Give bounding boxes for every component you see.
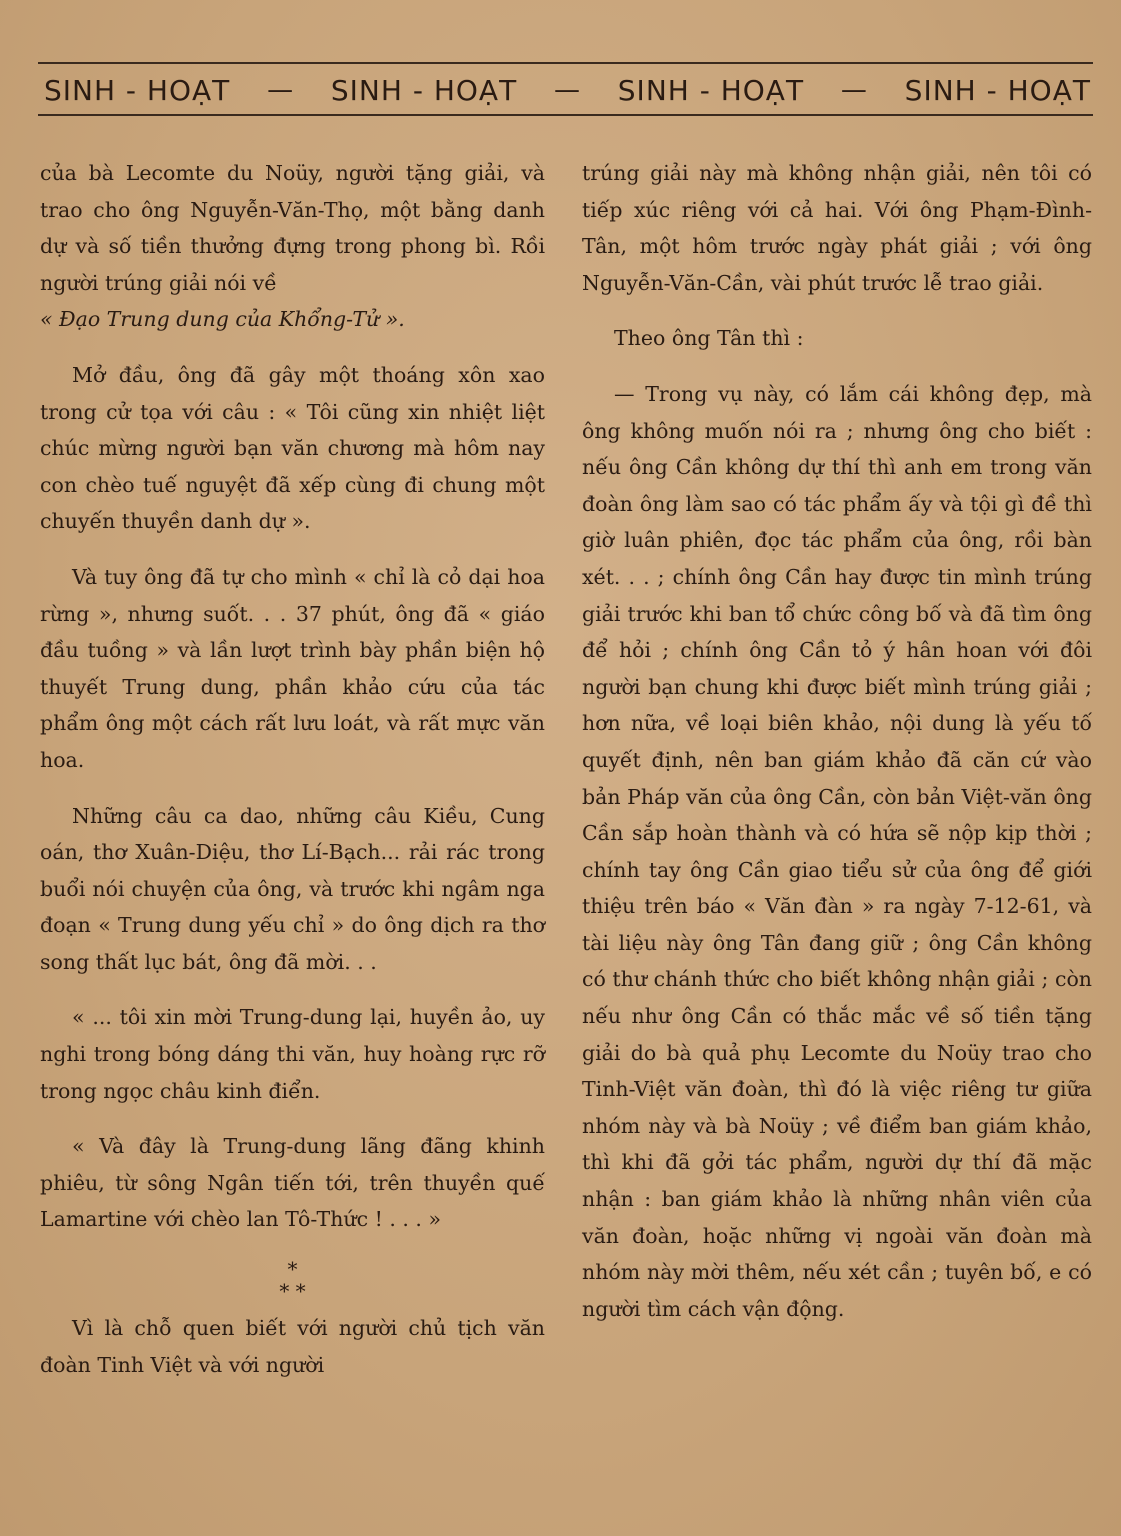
right-paragraph-1: trúng giải này mà không nhận giải, nên tôi có tiếp xúc riêng với cả hai. Với ông Phạm-Đình-Tân, một hôm trước ngày phát giải ; với ông Nguyễn-Văn-Cần, vài phút trước lễ trao giải. <box>582 161 1092 295</box>
header-item-3: SINH - HOẠT <box>617 73 805 107</box>
left-paragraph-7: Vì là chỗ quen biết với người chủ tịch văn đoàn Tinh Việt và với người <box>40 1316 545 1377</box>
stars-top: * <box>287 1257 298 1282</box>
header-separator-1: — <box>267 75 295 105</box>
stars-bottom: * * <box>279 1279 306 1304</box>
left-column <box>40 155 545 1402</box>
left-paragraph-1-italic: « Đạo Trung dung của Khổng-Tử ». <box>40 307 405 332</box>
running-header <box>44 70 1091 110</box>
section-break-stars <box>40 1258 545 1302</box>
header-item-2: SINH - HOẠT <box>330 73 518 107</box>
left-paragraph-6: « Và đây là Trung-dung lãng đãng khinh phiêu, từ sông Ngân tiến tới, trên thuyền quế Lamartine với chèo lan Tô-Thức ! . . . » <box>40 1134 545 1232</box>
header-top-rule <box>38 62 1093 64</box>
header-item-1: SINH - HOẠT <box>44 73 231 107</box>
left-paragraph-4: Những câu ca dao, những câu Kiều, Cung oán, thơ Xuân-Diệu, thơ Lí-Bạch... rải rác trong buổi nói chuyện của ông, và trước khi ngâm nga đoạn « Trung dung yếu chỉ » do ông dịch ra thơ song thất lục bát, ông đã mời. . . <box>40 803 545 974</box>
left-paragraph-1-text: của bà Lecomte du Noüy, người tặng giải, và trao cho ông Nguyễn-Văn-Thọ, một bằng danh dự và số tiền thưởng đựng trong phong bì. Rồi người trúng giải nói về <box>40 161 545 295</box>
header-item-4: SINH - HOẠT <box>904 73 1091 107</box>
left-paragraph-2: Mở đầu, ông đã gây một thoáng xôn xao trong cử tọa với câu : « Tôi cũng xin nhiệt liệt chúc mừng người bạn văn chương mà hôm nay con chèo tuế nguyệt đã xếp cùng đi chung một chuyến thuyền danh dự ». <box>40 362 545 534</box>
header-separator-2: — <box>553 75 581 105</box>
left-paragraph-3: Và tuy ông đã tự cho mình « chỉ là cỏ dại hoa rừng », nhưng suốt. . . 37 phút, ông đã « giáo đầu tuồng » và lần lượt trình bày phần biện hộ thuyết Trung dung, phần khảo cứu của tác phẩm ông một cách rất lưu loát, và rất mực văn hoa. <box>40 564 545 772</box>
header-bottom-rule <box>38 114 1093 116</box>
header-separator-3: — <box>840 75 868 105</box>
left-paragraph-1 <box>40 155 545 338</box>
right-paragraph-3: — Trong vụ này, có lắm cái không đẹp, mà ông không muốn nói ra ; nhưng ông cho biết : nếu ông Cần không dự thí thì anh em trong văn đoàn ông làm sao có tác phẩm ấy và tội gì đề thì giờ luân phiên, đọc tác phẩm của ông, rồi bàn xét. . . ; chính ông Cần hay được tin mình trúng giải trước khi ban tổ chức công bố và đã tìm ông để hỏi ; chính ông Cần tỏ ý hân hoan với đôi người bạn chung khi được biết mình trúng giải ; hơn nữa, về loại biên khảo, nội dung là yếu tố quyết định, nên ban giám khảo đã căn cứ vào bản Pháp văn của ông Cần, còn bản Việt-văn ông Cần sắp hoàn thành và có hứa sẽ nộp kịp thời ; chính tay ông Cần giao tiểu sử của ông để giới thiệu trên báo « Văn đàn » ra ngày 7-12-61, và tài liệu này ông Tân đang giữ ; ông Cần không có thư chánh thức cho biết không nhận giải ; còn nếu như ông Cần có thắc mắc về số tiền tặng giải do bà quả phụ Lecomte du Noüy trao cho Tinh-Việt văn đoàn, thì đó là việc riêng tư giữa nhóm này và bà Noüy ; về điểm ban giám khảo, thì khi đã gởi tác phẩm, người dự thí đã mặc nhận : ban giám khảo là những nhân viên của văn đoàn, hoặc những vị ngoài văn đoàn mà nhóm này mời thêm, nếu xét cần ; tuyên bố, e có người tìm cách vận động. <box>582 381 1092 1321</box>
right-paragraph-2: Theo ông Tân thì : <box>614 326 804 351</box>
right-column <box>582 155 1092 1346</box>
left-paragraph-5: « ... tôi xin mời Trung-dung lại, huyền ảo, uy nghi trong bóng dáng thi văn, huy hoàng rực rỡ trong ngọc châu kinh điển. <box>40 1005 545 1103</box>
